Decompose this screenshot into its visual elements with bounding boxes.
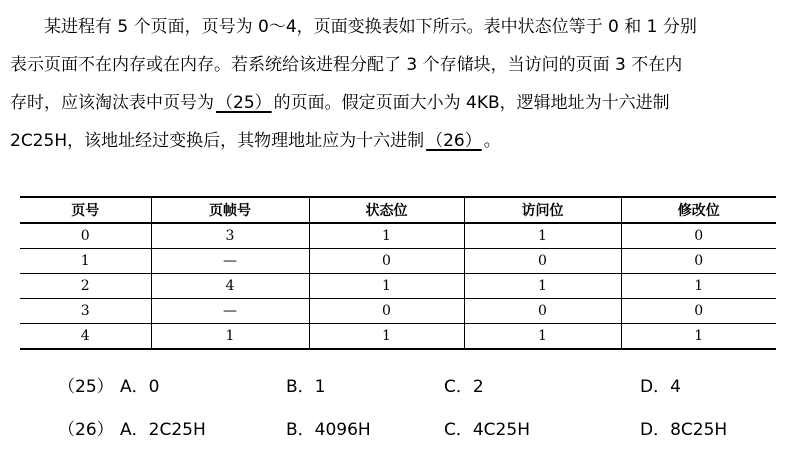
question-line-2-text: 表示页面不在内存或在内存。若系统给该进程分配了 3 个存储块，当访问的页面 3 不在内: [10, 55, 683, 75]
table-row: [20, 324, 776, 350]
table-cell: 0: [309, 249, 464, 274]
question-line-1-text: 某进程有 5 个页面，页号为 0～4，页面变换表如下所示。表中状态位等于 0 和 1 分别: [10, 17, 697, 37]
question-line-4: [10, 122, 790, 160]
header-page-number: 页号: [20, 197, 151, 223]
option-25-a[interactable]: A．0: [120, 377, 160, 397]
question-line-2: [10, 46, 790, 84]
question-line-4-text-b: 。: [483, 131, 501, 151]
option-26-c[interactable]: C．4C25H: [444, 420, 530, 440]
option-25-c[interactable]: C．2: [444, 377, 484, 397]
question-number-26: （26）: [58, 420, 114, 440]
table-cell: —: [151, 249, 309, 274]
question-line-1: [10, 8, 790, 46]
table-cell: 1: [464, 274, 621, 299]
table-cell: 0: [20, 223, 151, 249]
options-row-26: [58, 409, 758, 452]
answer-options: [58, 366, 758, 452]
table-row: [20, 274, 776, 299]
table-cell: 1: [309, 324, 464, 350]
header-modify-bit: 修改位: [621, 197, 776, 223]
table-cell: 0: [309, 299, 464, 324]
option-25-d[interactable]: D．4: [640, 377, 681, 397]
question-line-3: [10, 84, 790, 122]
table-cell: 4: [151, 274, 309, 299]
option-26-a[interactable]: A．2C25H: [120, 420, 206, 440]
table-cell: —: [151, 299, 309, 324]
table-cell: 0: [464, 249, 621, 274]
table-cell: 1: [621, 274, 776, 299]
table-cell: 1: [20, 249, 151, 274]
option-26-d[interactable]: D．8C25H: [640, 420, 728, 440]
table-cell: 0: [621, 299, 776, 324]
options-row-25: [58, 366, 758, 409]
header-status-bit: 状态位: [309, 197, 464, 223]
option-26-b[interactable]: B．4096H: [286, 420, 371, 440]
question-line-3-text-b: 的页面。假定页面大小为 4KB，逻辑地址为十六进制: [273, 93, 670, 113]
header-frame-number: 页帧号: [151, 197, 309, 223]
table-cell: 1: [464, 324, 621, 350]
blank-25: （25）: [216, 93, 272, 113]
option-25-b[interactable]: B．1: [286, 377, 326, 397]
table-header-row: [20, 197, 776, 223]
table-cell: 4: [20, 324, 151, 350]
table-cell: 2: [20, 274, 151, 299]
table-cell: 0: [621, 223, 776, 249]
table-cell: 3: [20, 299, 151, 324]
blank-26: （26）: [426, 131, 482, 151]
table-row: [20, 249, 776, 274]
question-line-3-text-a: 存时，应该淘汰表中页号为: [10, 93, 214, 113]
question-number-25: （25）: [58, 377, 114, 397]
page-table: [20, 196, 776, 350]
question-line-4-text-a: 2C25H，该地址经过变换后，其物理地址应为十六进制: [10, 131, 425, 151]
table-cell: 0: [464, 299, 621, 324]
table-cell: 1: [464, 223, 621, 249]
table-row: [20, 299, 776, 324]
table-cell: 1: [309, 223, 464, 249]
table-row: [20, 223, 776, 249]
question-text: [10, 8, 790, 160]
header-access-bit: 访问位: [464, 197, 621, 223]
table-cell: 1: [151, 324, 309, 350]
table-cell: 0: [621, 249, 776, 274]
table-cell: 1: [621, 324, 776, 350]
table-cell: 1: [309, 274, 464, 299]
table-cell: 3: [151, 223, 309, 249]
